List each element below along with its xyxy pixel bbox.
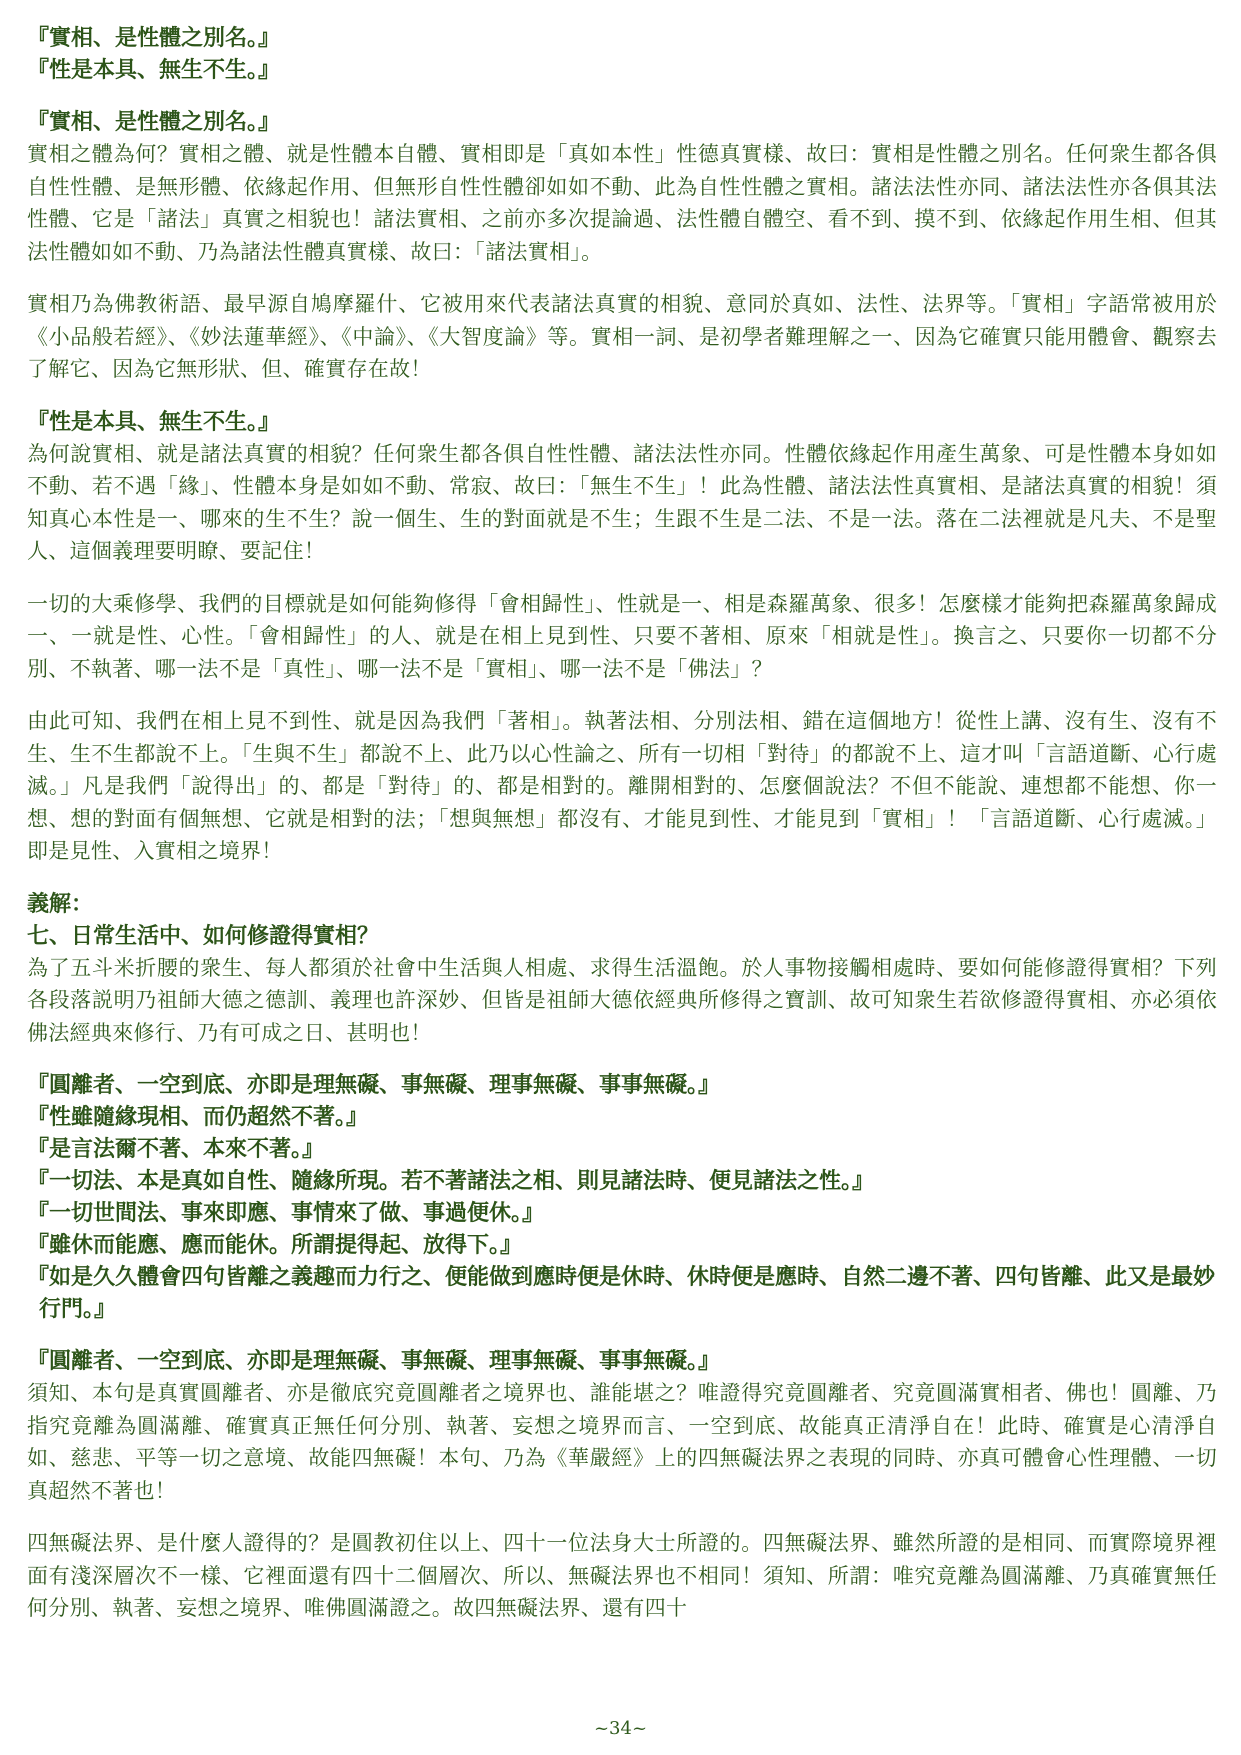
quote-line: 『一切世間法、事來即應、事情來了做、事過便休。』 [27, 1200, 545, 1226]
section-label: 義解： [27, 890, 94, 917]
page-content [27, 22, 1217, 1625]
quote-line: 『性雖隨緣現相、而仍超然不著。』 [27, 1104, 369, 1130]
quote-line: 『是言法爾不著、本來不著。』 [27, 1136, 325, 1162]
section-heading: 七、日常生活中、如何修證得實相？ [27, 922, 380, 949]
quote-line: 『雖休而能應、應而能休。所謂提得起、放得下。』 [27, 1232, 523, 1258]
quote-line: 『如是久久體會四句皆離之義趣而力行之、便能做到應時便是休時、休時便是應時、自然二邊不著、四句皆離、此又是最妙行門。』 [27, 1264, 1216, 1322]
top-quote: 『性是本具、無生不生。』 [27, 57, 281, 83]
section-heading: 『性是本具、無生不生。』 [27, 408, 281, 435]
section-heading: 『圓離者、一空到底、亦即是理無礙、事無礙、理事無礙、事事無礙。』 [27, 1348, 721, 1374]
body-paragraph: 為了五斗米折腰的衆生、每人都須於社會中生活與人相處、求得生活溫飽。於人事物接觸相處時、要如何能修證得實相？下列各段落説明乃祖師大德之德訓、義理也許深妙、但皆是祖師大德依經典所修得之寶訓、故可知衆生若欲修證得實相、亦必須依佛法經典來修行、乃有可成之日、甚明也！ [27, 955, 1217, 1045]
quote-line: 『一切法、本是真如自性、隨緣所現。若不著諸法之相、則見諸法時、便見諸法之性。』 [27, 1168, 875, 1194]
body-paragraph: 由此可知、我們在相上見不到性、就是因為我們「著相」。執著法相、分別法相、錯在這個地方！從性上講、沒有生、沒有不生、生不生都說不上。「生與不生」都說不上、此乃以心性論之、所有一切相「對待」的都說不上、這才叫「言語道斷、心行處滅。」凡是我們「說得出」的、都是「對待」的、都是相對的。離開相對的、怎麼個說法？不但不能說、連想都不能想、你一想、想的對面有個無想、它就是相對的法；「想與無想」都沒有、才能見到性、才能見到「實相」！「言語道斷、心行處滅。」即是見性、入實相之境界！ [27, 709, 1217, 863]
top-quote: 『實相、是性體之別名。』 [27, 25, 281, 51]
body-paragraph: 為何說實相、就是諸法真實的相貌？任何衆生都各俱自性性體、諸法法性亦同。性體依緣起作用產生萬象、可是性體本身如如不動、若不遇「緣」、性體本身是如如不動、常寂、故曰：「無生不生」！此為性體、諸法法性真實相、是諸法真實的相貌！須知真心本性是一、哪來的生不生？說一個生、生的對面就是不生；生跟不生是二法、不是一法。落在二法裡就是凡夫、不是聖人、這個義理要明瞭、要記住！ [27, 441, 1217, 563]
quote-line: 『圓離者、一空到底、亦即是理無礙、事無礙、理事無礙、事事無礙。』 [27, 1072, 721, 1098]
body-paragraph: 一切的大乘修學、我們的目標就是如何能夠修得「會相歸性」、性就是一、相是森羅萬象、很多！怎麼樣才能夠把森羅萬象歸成一、一就是性、心性。「會相歸性」的人、就是在相上見到性、只要不著相、原來「相就是性」。換言之、只要你一切都不分別、不執著、哪一法不是「真性」、哪一法不是「實相」、哪一法不是「佛法」？ [27, 591, 1217, 681]
body-paragraph: 實相之體為何？實相之體、就是性體本自體、實相即是「真如本性」性德真實樣、故曰：實相是性體之別名。任何衆生都各俱自性性體、是無形體、依緣起作用、但無形自性性體卻如如不動、此為自性性體之實相。諸法法性亦同、諸法法性亦各俱其法性體、它是「諸法」真實之相貌也！諸法實相、之前亦多次提論過、法性體自體空、看不到、摸不到、依緣起作用生相、但其法性體如如不動、乃為諸法性體真實樣、故曰：「諸法實相」。 [27, 142, 1217, 264]
page-number: ~34~ [593, 1718, 648, 1739]
body-paragraph: 須知、本句是真實圓離者、亦是徹底究竟圓離者之境界也、誰能堪之？唯證得究竟圓離者、究竟圓滿實相者、佛也！圓離、乃指究竟離為圓滿離、確實真正無任何分別、執著、妄想之境界而言、一空到底、故能真正清淨自在！此時、確實是心清淨自如、慈悲、平等一切之意境、故能四無礙！本句、乃為《華嚴經》上的四無礙法界之表現的同時、亦真可體會心性理體、一切真超然不著也！ [27, 1381, 1217, 1503]
body-paragraph: 實相乃為佛教術語、最早源自鳩摩羅什、它被用來代表諸法真實的相貌、意同於真如、法性、法界等。「實相」字語常被用於《小品般若經》、《妙法蓮華經》、《中論》、《大智度論》等。實相一詞、是初學者難理解之一、因為它確實只能用體會、觀察去了解它、因為它無形狀、但、確實存在故！ [27, 292, 1217, 381]
body-paragraph: 四無礙法界、是什麼人證得的？是圓教初住以上、四十一位法身大士所證的。四無礙法界、雖然所證的是相同、而實際境界裡面有淺深層次不一樣、它裡面還有四十二個層次、所以、無礙法界也不相同！須知、所謂：唯究竟離為圓滿離、乃真確實無任何分別、執著、妄想之境界、唯佛圓滿證之。故四無礙法界、還有四十 [27, 1531, 1217, 1620]
section-heading: 『實相、是性體之別名。』 [27, 109, 281, 135]
